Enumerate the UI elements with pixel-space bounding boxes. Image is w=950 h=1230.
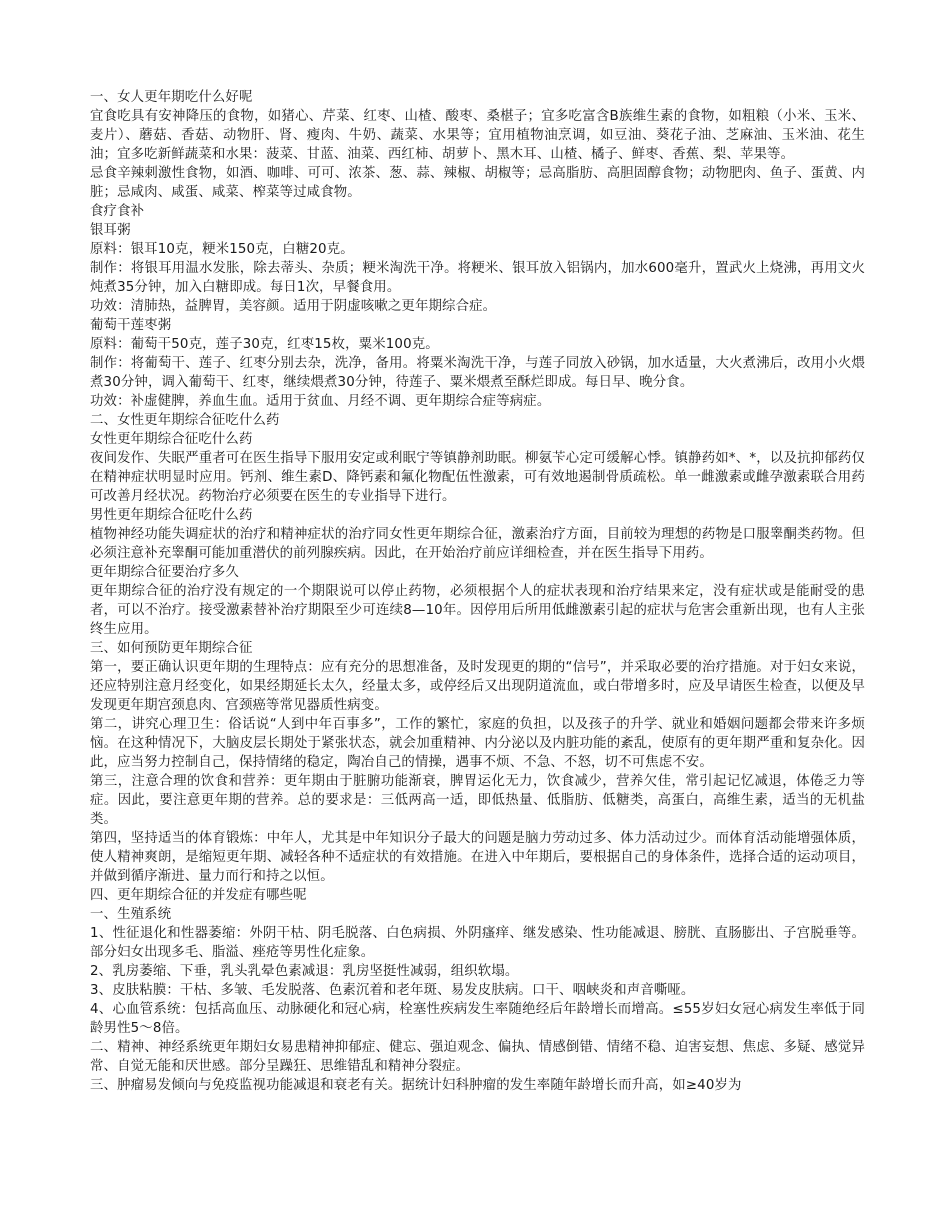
list-item: 4、心血管系统：包括高血压、动脉硬化和冠心病，栓塞性疾病发生率随绝经后年龄增长而增高。≤55岁妇女冠心病发生率低于同龄男性5～8倍。 <box>90 1002 865 1036</box>
paragraph: 功效：补虚健脾，养血生血。适用于贫血、月经不调、更年期综合症等病症。 <box>90 394 551 409</box>
section-heading: 三、如何预防更年期综合征 <box>90 641 253 656</box>
subheading: 食疗食补 <box>90 204 145 219</box>
section-heading: 四、更年期综合征的并发症有哪些呢 <box>90 888 307 903</box>
paragraph: 忌食辛辣刺激性食物，如酒、咖啡、可可、浓茶、葱、蒜、辣椒、胡椒等；忌高脂肪、高胆固醇食物；动物肥肉、鱼子、蛋黄、内脏；忌咸肉、咸蛋、咸菜、榨菜等过咸食物。 <box>90 166 865 200</box>
paragraph: 宜食吃具有安神降压的食物，如猪心、芹菜、红枣、山楂、酸枣、桑椹子；宜多吃富含B族维生素的食物，如粗粮（小米、玉米、麦片）、蘑菇、香菇、动物肝、肾、瘦肉、牛奶、蔬菜、水果等；宜用植物油烹调，如豆油、葵花子油、芝麻油、玉米油、花生油；宜多吃新鲜蔬菜和水果：菠菜、甘蓝、油菜、西红柿、胡萝卜、黑木耳、山楂、橘子、鲜枣、香蕉、梨、苹果等。 <box>90 109 865 162</box>
subheading: 更年期综合征要治疗多久 <box>90 565 239 580</box>
subheading: 男性更年期综合征吃什么药 <box>90 508 253 523</box>
section-heading: 二、女性更年期综合征吃什么药 <box>90 413 280 428</box>
list-item: 2、乳房萎缩、下垂，乳头乳晕色素减退：乳房坚挺性减弱，组织软塌。 <box>90 964 519 979</box>
paragraph: 三、肿瘤易发倾向与免疫监视功能减退和衰老有关。据统计妇科肿瘤的发生率随年龄增长而升高，如≥40岁为 <box>90 1078 742 1093</box>
subheading: 一、生殖系统 <box>90 907 172 922</box>
paragraph: 第一，要正确认识更年期的生理特点：应有充分的思想准备，及时发现更的期的“信号”，并采取必要的治疗措施。对于妇女来说，还应特别注意月经变化，如果经期延长太久，经量太多，或停经后又出现阴道流血，或白带增多时，应及早请医生检查，以便及早发现更年期宫颈息肉、宫颈癌等常见器质性病变。 <box>90 660 865 713</box>
paragraph: 原料：葡萄干50克，莲子30克，红枣15枚，粟米100克。 <box>90 337 439 352</box>
paragraph: 二、精神、神经系统更年期妇女易患精神抑郁症、健忘、强迫观念、偏执、情感倒错、情绪不稳、迫害妄想、焦虑、多疑、感觉异常、自觉无能和厌世感。部分呈躁狂、思维错乱和精神分裂症。 <box>90 1040 865 1074</box>
paragraph: 夜间发作、失眠严重者可在医生指导下服用安定或利眠宁等镇静剂助眠。柳氨苄心定可缓解心悸。镇静药如*、*，以及抗抑郁药仅在精神症状明显时应用。钙剂、维生素D、降钙素和氟化物配伍性激素，可有效地遏制骨质疏松。单一雌激素或雌孕激素联合用药可改善月经状况。药物治疗必须要在医生的专业指导下进行。 <box>90 451 865 504</box>
paragraph: 植物神经功能失调症状的治疗和精神症状的治疗同女性更年期综合征，激素治疗方面，目前较为理想的药物是口服睾酮类药物。但必须注意补充睾酮可能加重潜伏的前列腺疾病。因此，在开始治疗前应详细检查，并在医生指导下用药。 <box>90 527 865 561</box>
paragraph: 第二，讲究心理卫生：俗话说“人到中年百事多”，工作的繁忙，家庭的负担，以及孩子的升学、就业和婚姻问题都会带来许多烦恼。在这种情况下，大脑皮层长期处于紧张状态，就会加重精神、内分泌以及内脏功能的紊乱，使原有的更年期严重和复杂化。因此，应当努力控制自己，保持情绪的稳定，陶冶自己的情操，遇事不烦、不急、不怒，切不可焦虑不安。 <box>90 717 865 770</box>
section-heading: 一、女人更年期吃什么好呢 <box>90 90 253 105</box>
subheading: 银耳粥 <box>90 223 131 238</box>
paragraph: 制作：将银耳用温水发胀，除去蒂头、杂质；粳米淘洗干净。将粳米、银耳放入铝锅内，加水600毫升，置武火上烧沸，再用文火炖煮35分钟，加入白糖即成。每日1次，早餐食用。 <box>90 261 865 295</box>
list-item: 3、皮肤粘膜：干枯、多皱、毛发脱落、色素沉着和老年斑、易发皮肤病。口干、咽峡炎和声音嘶哑。 <box>90 983 695 998</box>
document-body <box>90 88 865 1095</box>
list-item: 1、性征退化和性器萎缩：外阴干枯、阴毛脱落、白色病损、外阴瘙痒、继发感染、性功能减退、膀胱、直肠膨出、子宫脱垂等。部分妇女出现多毛、脂溢、痤疮等男性化症象。 <box>90 926 865 960</box>
paragraph: 第三，注意合理的饮食和营养：更年期由于脏腑功能渐衰，脾胃运化无力，饮食减少，营养欠佳，常引起记忆减退，体倦乏力等症。因此，要注意更年期的营养。总的要求是：三低两高一适，即低热量、低脂肪、低糖类，高蛋白，高维生素，适当的无机盐类。 <box>90 774 865 827</box>
subheading: 女性更年期综合征吃什么药 <box>90 432 253 447</box>
paragraph: 原料：银耳10克，粳米150克，白糖20克。 <box>90 242 354 257</box>
subheading: 葡萄干莲枣粥 <box>90 318 172 333</box>
paragraph: 制作：将葡萄干、莲子、红枣分别去杂，洗净，备用。将粟米淘洗干净，与莲子同放入砂锅，加水适量，大火煮沸后，改用小火煨煮30分钟，调入葡萄干、红枣，继续煨煮30分钟，待莲子、粟米煨煮至酥烂即成。每日早、晚分食。 <box>90 356 865 390</box>
paragraph: 第四，坚持适当的体育锻炼：中年人，尤其是中年知识分子最大的问题是脑力劳动过多、体力活动过少。而体育活动能增强体质，使人精神爽朗，是缩短更年期、减轻各种不适症状的有效措施。在进入中年期后，要根据自己的身体条件，选择合适的运动项目，并做到循序渐进、量力而行和持之以恒。 <box>90 831 865 884</box>
paragraph: 功效：清肺热，益脾胃，美容颜。适用于阴虚咳嗽之更年期综合症。 <box>90 299 497 314</box>
paragraph: 更年期综合征的治疗没有规定的一个期限说可以停止药物，必须根据个人的症状表现和治疗结果来定，没有症状或是能耐受的患者，可以不治疗。接受激素替补治疗期限至少可连续8—10年。因停用后所用低雌激素引起的症状与危害会重新出现，也有人主张终生应用。 <box>90 584 865 637</box>
